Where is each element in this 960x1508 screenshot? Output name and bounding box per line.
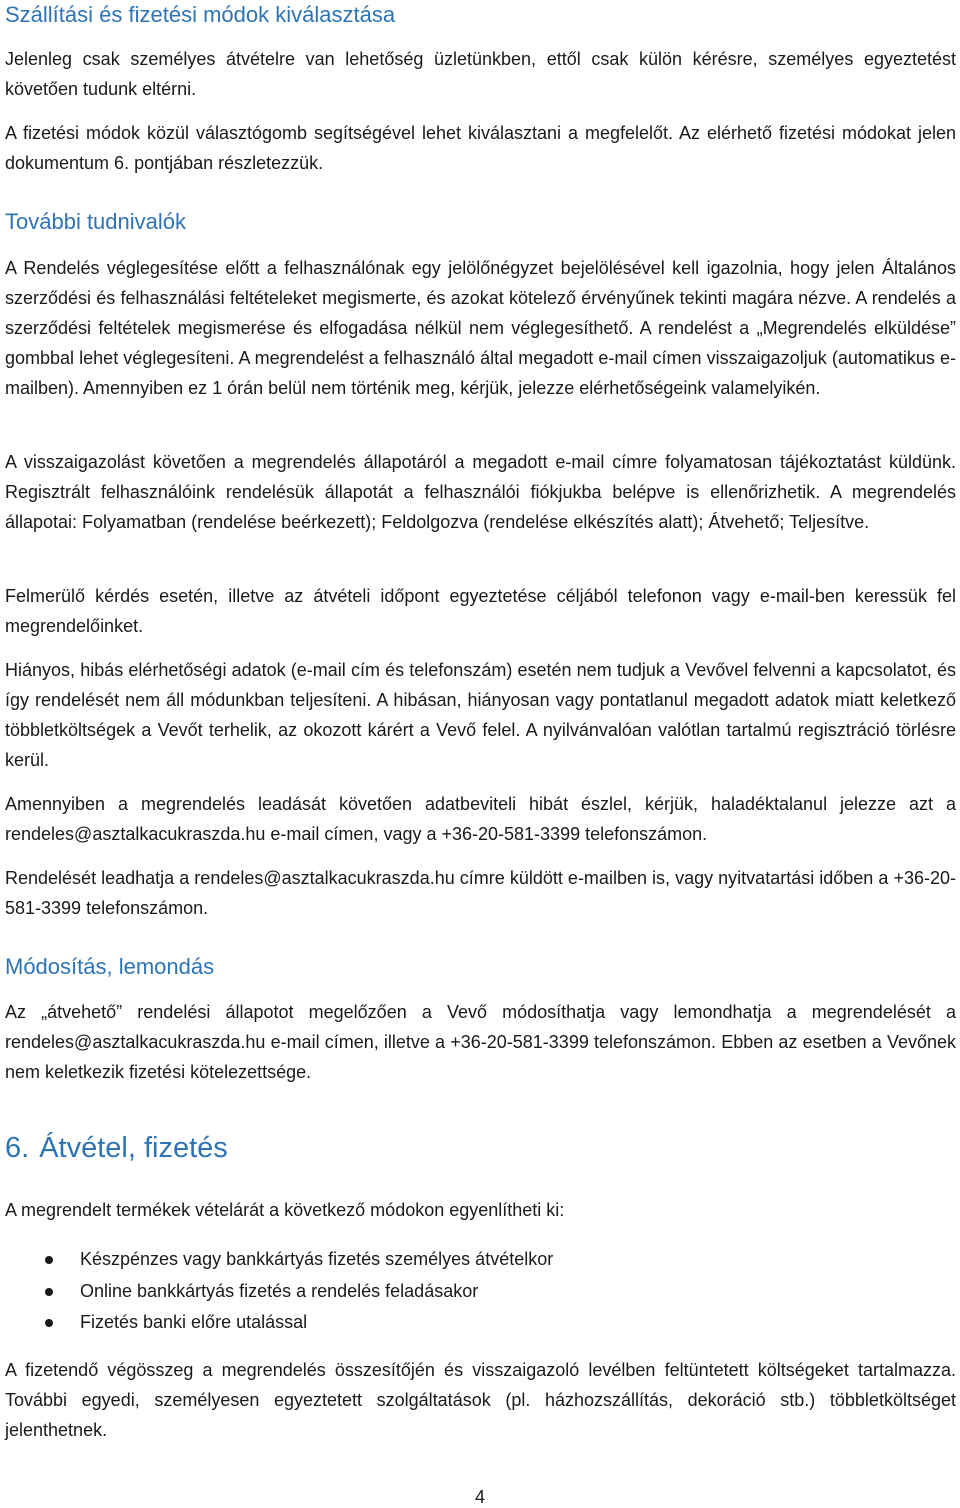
heading-further-info: További tudnivalók: [5, 209, 187, 234]
paragraph-invalid-data: Hiányos, hibás elérhetőségi adatok (e-mail cím és telefonszám) esetén nem tudjuk a Vevővel felvenni a kapcsolatot, és így rendelését nem áll módunkban teljesíteni. A hibásan, hiányosan vagy pontatlanul megadott adatok miatt keletkező többletköltségek a Vevőt terhelik, az okozott kárért a Vevő felel. A nyilvánvalóan valótlan tartalmú regisztráció törlésre kerül.: [5, 660, 956, 770]
heading-section-6: [5, 1128, 956, 1168]
bullet-icon: [45, 1288, 53, 1296]
section-title: Átvétel, fizetés: [39, 1132, 228, 1164]
list-item: [5, 1244, 956, 1276]
payment-methods-list: [5, 1244, 956, 1339]
list-item-label: Készpénzes vagy bankkártyás fizetés személyes átvételkor: [80, 1249, 554, 1269]
paragraph-modification: Az „átvehető” rendelési állapotot megelőzően a Vevő módosíthatja vagy lemondhatja a megrendelését a rendeles@asztalkacukraszda.hu e-mail címen, illetve a +36-20-581-3399 telefonszámon. Ebben az esetben a Vevőnek nem keletkezik fizetési kötelezettsége.: [5, 1002, 956, 1082]
paragraph-input-error: Amennyiben a megrendelés leadását követően adatbeviteli hibát észlel, kérjük, haladéktalanul jelezze azt a rendeles@asztalkacukraszda.hu e-mail címen, vagy a +36-20-581-3399 telefonszámon.: [5, 794, 956, 844]
paragraph-payment-intro: A megrendelt termékek vételárát a következő módokon egyenlítheti ki:: [5, 1200, 565, 1220]
page-number: 4: [474, 1487, 485, 1507]
paragraph-order-status: A visszaigazolást követően a megrendelés állapotáról a megadott e-mail címre folyamatosan tájékoztatást küldünk. Regisztrált felhasználóink rendelésük állapotát a felhasználói fiókjukba belépve is ellenőrizhetik. A megrendelés állapotai: Folyamatban (rendelése beérkezett); Feldolgozva (rendelése elkészítés alatt); Átvehető; Teljesítve.: [5, 452, 956, 532]
section-number: 6.: [5, 1132, 30, 1164]
bullet-icon: [45, 1256, 53, 1264]
heading-modification: Módosítás, lemondás: [5, 954, 215, 979]
list-item: [5, 1307, 956, 1339]
paragraph-order-finalization: A Rendelés véglegesítése előtt a felhasználónak egy jelölőnégyzet bejelölésével kell igazolnia, hogy jelen Általános szerződési és felhasználási feltételeket megismerte, és azokat kötelező érvényűnek tekinti magára nézve. A rendelés a szerződési feltételek megismerése és elfogadása nélkül nem véglegesíthető. A rendelést a „Megrendelés elküldése” gombbal lehet véglegesíteni. A megrendelést a felhasználó által megadott e-mail címen visszaigazoljuk (automatikus e-mailben). Amennyiben ez 1 órán belül nem történik meg, kérjük, jelezze elérhetőségeink valamelyikén.: [5, 258, 956, 398]
list-item-label: Fizetés banki előre utalással: [80, 1312, 308, 1332]
paragraph-personal-pickup: Jelenleg csak személyes átvételre van lehetőség üzletünkben, ettől csak külön kérésre, személyes egyeztetést követően tudunk eltérni.: [5, 49, 956, 99]
paragraph-order-by-email: Rendelését leadhatja a rendeles@asztalkacukraszda.hu címre küldött e-mailben is, vagy nyitvatartási időben a +36-20-581-3399 telefonszámon.: [5, 868, 956, 918]
list-item: [5, 1276, 956, 1308]
heading-shipping-payment: Szállítási és fizetési módok kiválasztása: [5, 2, 396, 27]
paragraph-contact-customers: Felmerülő kérdés esetén, illetve az átvételi időpont egyeztetése céljából telefonon vagy e-mail-ben keressük fel megrendelőinket.: [5, 586, 956, 636]
paragraph-payment-selection: A fizetési módok közül választógomb segítségével lehet kiválasztani a megfelelőt. Az elérhető fizetési módokat jelen dokumentum 6. pontjában részletezzük.: [5, 123, 956, 173]
paragraph-payment-total: A fizetendő végösszeg a megrendelés összesítőjén és visszaigazoló levélben feltüntetett költségeket tartalmazza. További egyedi, személyesen egyeztetett szolgáltatások (pl. házhozszállítás, dekoráció stb.) többletköltséget jelenthetnek.: [5, 1360, 956, 1440]
bullet-icon: [45, 1319, 53, 1327]
list-item-label: Online bankkártyás fizetés a rendelés feladásakor: [80, 1280, 479, 1301]
